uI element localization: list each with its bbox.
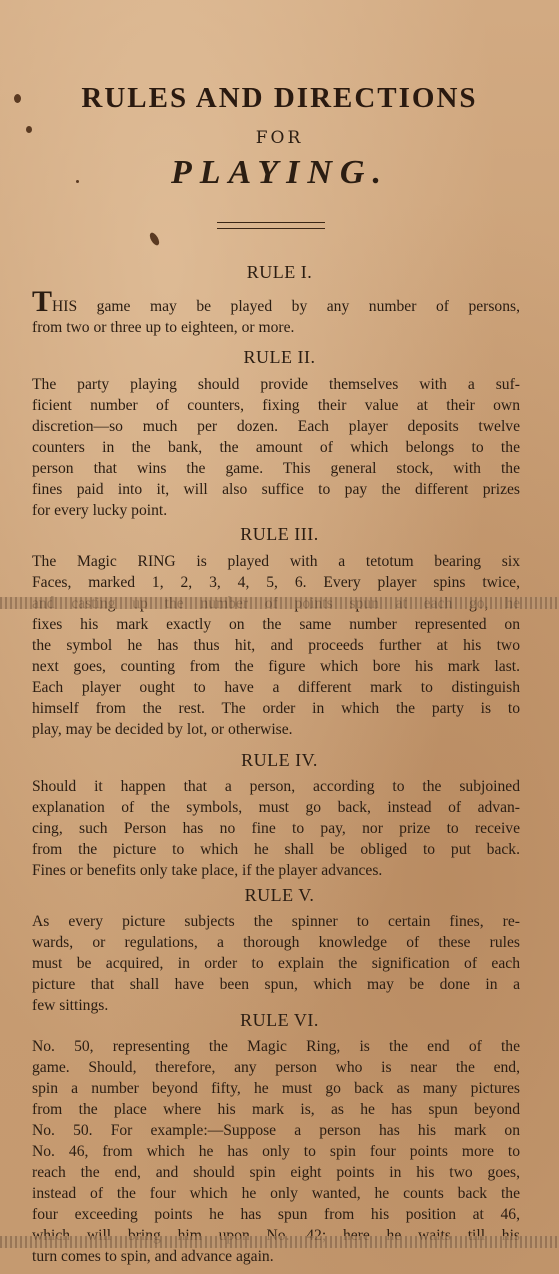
rule-line: counters in the bank, the amount of which belongs to the [32,439,520,456]
rule-line: four exceeding points he has spun from his position at 46, [32,1206,520,1223]
rule-line: ficient number of counters, fixing their value at their own [32,397,520,414]
rule-line: next goes, counting from the figure which bore his mark last. [32,658,520,675]
rule-line: Should it happen that a person, according to the subjoined [32,778,520,795]
rule-heading: RULE III. [240,524,319,544]
rule-line: few sittings. [32,997,109,1014]
rule-text [32,776,520,881]
drop-cap: T [32,285,53,318]
rule-line: As every picture subjects the spinner to certain fines, re- [32,913,520,930]
rule-line: himself from the rest. The order in which the party is to [32,700,520,717]
rule-line: the symbol he has thus hit, and proceeds further at his two [32,637,520,654]
rule-text [32,1036,520,1267]
ink-spot [76,180,79,183]
rule-line: Faces, marked 1, 2, 3, 4, 5, 6. Every player spins twice, [32,574,520,591]
rule-line: fines paid into it, will also suffice to pay the different prizes [32,481,520,498]
rule-text [32,374,520,521]
rule-heading: RULE II. [243,347,316,367]
rule-line: must be acquired, in order to explain the signification of each [32,955,520,972]
rule-line: discretion—so much per dozen. Each player deposits twelve [32,418,520,435]
rule-line: turn comes to spin, and advance again. [32,1248,274,1265]
ink-spot [148,231,161,247]
rule-line: for every lucky point. [32,502,168,519]
rule-line: No. 50, representing the Magic Ring, is the end of the [32,1038,520,1055]
rule-line: from two or three up to eighteen, or more. [32,319,295,336]
rule-heading: RULE VI. [240,1010,319,1030]
rule-line: No. 50. For example:—Suppose a person has his mark on [32,1122,520,1139]
page-subtitle-for: FOR [255,128,304,148]
rule-text [32,551,520,740]
rule-line: fixes his mark exactly on the same number represented on [32,616,520,633]
page-fold [0,1236,559,1248]
rule-line: from the place where his mark is, as he has spun beyond [32,1101,520,1118]
rule-line: The Magic RING is played with a tetotum bearing six [32,553,520,570]
rule-line: reach the end, and should spin eight points in his two goes, [32,1164,520,1181]
rule-line: play, may be decided by lot, or otherwise. [32,721,293,738]
rule-text [32,911,520,1016]
page-title: RULES AND DIRECTIONS [81,82,478,114]
rule-line: explanation of the symbols, must go back, instead of advan- [32,799,520,816]
rule-line: cing, such Person has no fine to pay, nor prize to receive [32,820,520,837]
rule-line: wards, or regulations, a thorough knowledge of these rules [32,934,520,951]
rule-line: The party playing should provide themselves with a suf- [32,376,520,393]
page-subtitle-playing: PLAYING. [171,154,389,191]
rule-heading: RULE IV. [241,750,318,770]
rule-heading: RULE I. [246,262,313,282]
rule-line: Fines or benefits only take place, if the player advances. [32,862,383,879]
title-divider [217,222,325,229]
rule-line [32,285,520,318]
rule-line: game. Should, therefore, any person who is near the end, [32,1059,520,1076]
rule-line: person that wins the game. This general stock, with the [32,460,520,477]
rule-line: No. 46, from which he has only to spin four points more to [32,1143,520,1160]
rule-line: Each player ought to have a different mark to distinguish [32,679,520,696]
rule-text [32,285,520,338]
rule-line-text: HIS game may be played by any number of persons, [52,298,520,315]
rule-line: picture that shall have been spun, which may be done in a [32,976,520,993]
rule-line: spin a number beyond fifty, he must go back as many pictures [32,1080,520,1097]
rule-line: from the picture to which he shall be obliged to put back. [32,841,520,858]
page-fold [0,597,559,609]
rule-heading: RULE V. [244,885,315,905]
rule-line: instead of the four which he only wanted, he counts back the [32,1185,520,1202]
